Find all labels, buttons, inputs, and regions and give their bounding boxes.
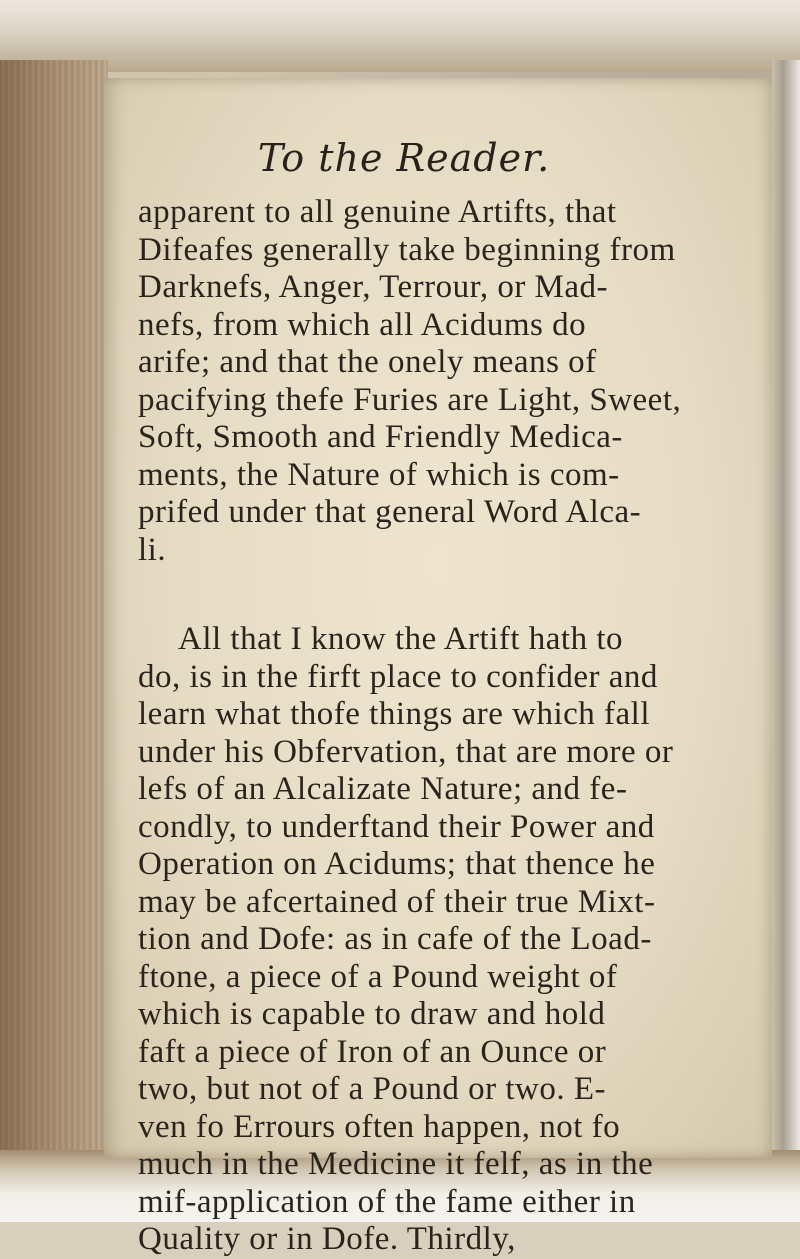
scan-top-margin: [0, 0, 800, 72]
text-line: under his Obfervation, that are more or: [138, 733, 674, 770]
text-line: Difeafes generally take beginning from: [138, 231, 676, 268]
text-line: lefs of an Alcalizate Nature; and fe-: [138, 771, 628, 807]
text-line: pacifying thefe Furies are Light, Sweet,: [138, 381, 682, 418]
text-line: which is capable to draw and hold: [138, 996, 606, 1032]
paragraph-2: [138, 621, 772, 1259]
text-line: Quality or in Dofe. Thirdly,: [138, 1221, 516, 1257]
paragraph-1: [138, 194, 772, 569]
text-line: condly, to underftand their Power and: [138, 808, 655, 845]
text-line: may be afcertained of their true Mixt-: [138, 883, 656, 920]
paragraph-gap: [138, 569, 772, 621]
text-line: arife; and that the onely means of: [138, 344, 597, 380]
body-text: [138, 194, 772, 1259]
text-line: prifed under that general Word Alca-: [138, 494, 642, 530]
text-line: mif-application of the fame either in: [138, 1183, 636, 1220]
running-head: To the Reader.: [257, 136, 551, 180]
text-line: ftone, a piece of a Pound weight of: [138, 958, 618, 995]
text-line: nefs, from which all Acidums do: [138, 306, 587, 343]
text-line: do, is in the firft place to confider and: [138, 658, 658, 695]
text-line: Operation on Acidums; that thence he: [138, 846, 656, 882]
page-right-edge: [772, 60, 800, 1170]
text-line: ments, the Nature of which is com-: [138, 456, 620, 493]
text-line: much in the Medicine it felf, as in the: [138, 1146, 654, 1182]
text-line: tion and Dofe: as in cafe of the Load-: [138, 921, 652, 957]
text-line: ven fo Errours often happen, not fo: [138, 1108, 621, 1145]
text-line: Soft, Smooth and Friendly Medica-: [138, 419, 623, 455]
text-line: two, but not of a Pound or two. E-: [138, 1071, 606, 1107]
text-line: Darknefs, Anger, Terrour, or Mad-: [138, 269, 609, 305]
book-page: [104, 78, 772, 1257]
book-spine-edge: [0, 60, 108, 1170]
text-line: All that I know the Artift hath to: [178, 621, 624, 657]
text-line: learn what thofe things are which fall: [138, 696, 650, 732]
text-line: faft a piece of Iron of an Ounce or: [138, 1033, 607, 1070]
text-line: apparent to all genuine Artifts, that: [138, 194, 617, 230]
text-line: li.: [138, 531, 167, 568]
